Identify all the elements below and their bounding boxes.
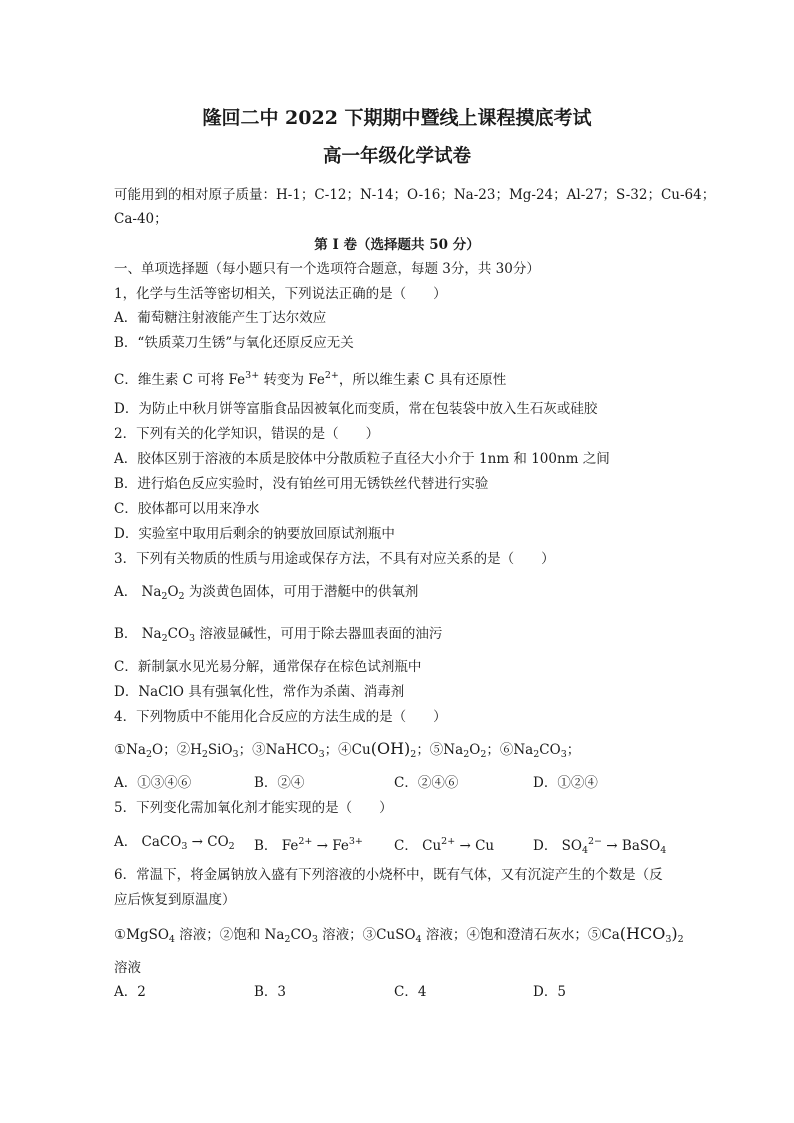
q4-list-sub: 2 (533, 749, 540, 760)
q1-c-part: C．维生素 C 可将 Fe (114, 372, 246, 388)
exam-title: 隆回二中 2022 下期期中暨线上课程摸底考试 (202, 107, 592, 129)
q6-list-tail: 溶液 (114, 960, 141, 976)
q3-a-sub: 2 (178, 591, 185, 602)
q6-list-part: ①MgSO (114, 927, 169, 943)
q6-option-a: A．2 (114, 984, 146, 1000)
q4-list-sub: 3 (318, 749, 325, 760)
q2-stem: 2．下列有关的化学知识，错误的是（ ） (114, 426, 380, 442)
q4-list-paren: (OH) (370, 739, 411, 758)
q4-list-part: SiO (207, 742, 233, 758)
q6-list-part: 溶液；④饱和澄清石灰水；⑤Ca (421, 927, 620, 943)
q5-a-sub: 3 (181, 841, 188, 852)
q6-list-sub: 2 (284, 934, 291, 945)
q6-list-sub: 3 (665, 934, 672, 945)
q1-option-d: D．为防止中秋月饼等富脂食品因被氧化而变质，常在包装袋中放入生石灰或硅胶 (114, 401, 598, 417)
q4-list-part: ； (566, 742, 581, 758)
q2-option-b: B．进行焰色反应实验时，没有铂丝可用无锈铁丝代替进行实验 (114, 476, 489, 492)
q5-option-a (114, 833, 235, 856)
q6-stem-line1: 6．常温下，将金属钠放入盛有下列溶液的小烧杯中，既有气体，又有沉淀产生的个数是（反 (114, 867, 663, 883)
q2-option-c: C．胶体都可以用来净水 (114, 501, 260, 517)
q5-b-part: → Fe (312, 838, 349, 854)
q4-list-part: O；②H (152, 742, 202, 758)
q5-a-part: A． CaCO (114, 834, 182, 850)
q3-option-d: D．NaClO 具有强氧化性，常作为杀菌、消毒剂 (114, 684, 405, 700)
q4-list-sub: 2 (480, 749, 487, 760)
q4-list-sub: 3 (560, 749, 567, 760)
q5-b-sup: 3+ (348, 836, 363, 847)
q6-option-b: B．3 (254, 984, 287, 1000)
q4-list-sub: 2 (145, 749, 153, 760)
q1-option-c (114, 367, 506, 389)
q4-list-sub: 2 (410, 749, 417, 760)
q3-b-part: CO (167, 626, 190, 642)
q5-stem: 5．下列变化需加氧化剂才能实现的是（ ） (114, 800, 393, 816)
q5-option-c (394, 833, 494, 855)
q1-c-part: ，所以维生素 C 具有还原性 (338, 372, 507, 388)
q3-b-sub: 2 (161, 633, 168, 644)
q1-c-sup: 2+ (324, 370, 339, 381)
q4-list-part: O (469, 742, 481, 758)
q6-solution-list (114, 925, 684, 949)
atomic-masses-line2: Ca-40； (114, 211, 168, 227)
q3-b-part: B． Na (114, 626, 162, 642)
q5-d-part: D． SO (533, 838, 582, 854)
q1-c-part: 转变为 Fe (259, 372, 325, 388)
q4-list-part: ①Na (114, 742, 146, 758)
atomic-masses-line1: 可能用到的相对原子质量：H-1；C-12；N-14；O-16；Na-23；Mg-24；Al-27；S-32；Cu-64； (114, 187, 716, 203)
q5-d-sup: 2− (587, 836, 602, 847)
q2-option-d: D．实验室中取用后剩余的钠要放回原试剂瓶中 (114, 526, 395, 542)
q6-stem-line2: 应后恢复到原温度） (114, 892, 236, 908)
q6-list-paren: (HCO (619, 924, 666, 943)
section-title: 一、单项选择题（每小题只有一个选项符合题意，每题 3分，共 30分） (114, 261, 540, 277)
part-title: 第 I 卷（选择题共 50 分） (314, 237, 480, 253)
q3-a-sub: 2 (161, 591, 168, 602)
q4-list-part: CO (539, 742, 561, 758)
q3-a-part: O (167, 584, 179, 600)
exam-subtitle: 高一年级化学试卷 (322, 146, 471, 167)
q4-substance-list (114, 740, 580, 764)
q5-c-part: → Cu (455, 838, 495, 854)
q5-a-part: → CO (187, 834, 229, 850)
q3-option-b (114, 625, 442, 648)
q3-a-part: A． Na (114, 584, 162, 600)
q5-a-sub: 2 (228, 841, 235, 852)
q5-b-part: B． Fe (254, 838, 299, 854)
q6-list-paren: ) (671, 924, 678, 943)
q1-stem: 1，化学与生活等密切相关，下列说法正确的是（ ） (114, 286, 447, 302)
q5-c-part: C． Cu (394, 838, 442, 854)
q5-c-sup: 2+ (441, 836, 456, 847)
q5-d-sub: 4 (660, 845, 667, 856)
q2-option-a: A．胶体区别于溶液的本质是胶体中分散质粒子直径大小介于 1nm 和 100nm 之间 (114, 451, 610, 467)
q4-stem: 4．下列物质中不能用化合反应的方法生成的是（ ） (114, 709, 447, 725)
q4-list-part: ；⑥Na (486, 742, 534, 758)
q3-a-part: 为淡黄色固体，可用于潜艇中的供氧剂 (184, 584, 419, 600)
q3-option-c: C．新制氯水见光易分解，通常保存在棕色试剂瓶中 (114, 659, 422, 675)
q6-option-c: C．4 (394, 984, 427, 1000)
q1-option-a: A．葡萄糖注射液能产生丁达尔效应 (114, 310, 327, 326)
q6-list-part: 溶液；②饱和 Na (174, 927, 285, 943)
q5-b-sup: 2+ (298, 836, 313, 847)
q6-list-part: 溶液；③CuSO (317, 927, 416, 943)
q4-list-part: ；④Cu (324, 742, 371, 758)
q4-list-sub: 2 (463, 749, 470, 760)
q4-list-sub: 3 (232, 749, 239, 760)
q6-list-sub: 3 (311, 934, 318, 945)
q1-c-sup: 3+ (245, 370, 260, 381)
q4-option-a: A．①③④⑥ (114, 775, 192, 791)
q4-list-part: ；③NaHCO (238, 742, 319, 758)
q5-option-b (254, 833, 363, 855)
q6-list-part: CO (290, 927, 312, 943)
q6-list-sub: 4 (415, 934, 422, 945)
q5-d-part: → BaSO (602, 838, 661, 854)
q3-option-a (114, 583, 418, 606)
q4-list-part: ；⑤Na (416, 742, 464, 758)
q3-stem: 3．下列有关物质的性质与用途或保存方法，不具有对应关系的是（ ） (114, 551, 555, 567)
q4-option-c: C．②④⑥ (394, 775, 459, 791)
q5-option-d (533, 833, 666, 860)
q3-b-sub: 3 (189, 633, 196, 644)
q6-option-d: D．5 (533, 984, 566, 1000)
q4-list-sub: 2 (201, 749, 208, 760)
q4-option-d: D．①②④ (533, 775, 598, 791)
q3-b-part: 溶液显碱性，可用于除去器皿表面的油污 (195, 626, 443, 642)
q6-list-sub: 4 (168, 934, 175, 945)
q6-list-sub: 2 (677, 934, 684, 945)
q4-option-b: B．②④ (254, 775, 305, 791)
q5-d-sub: 4 (581, 845, 588, 856)
q1-option-b: B．“铁质菜刀生锈”与氧化还原反应无关 (114, 335, 354, 351)
